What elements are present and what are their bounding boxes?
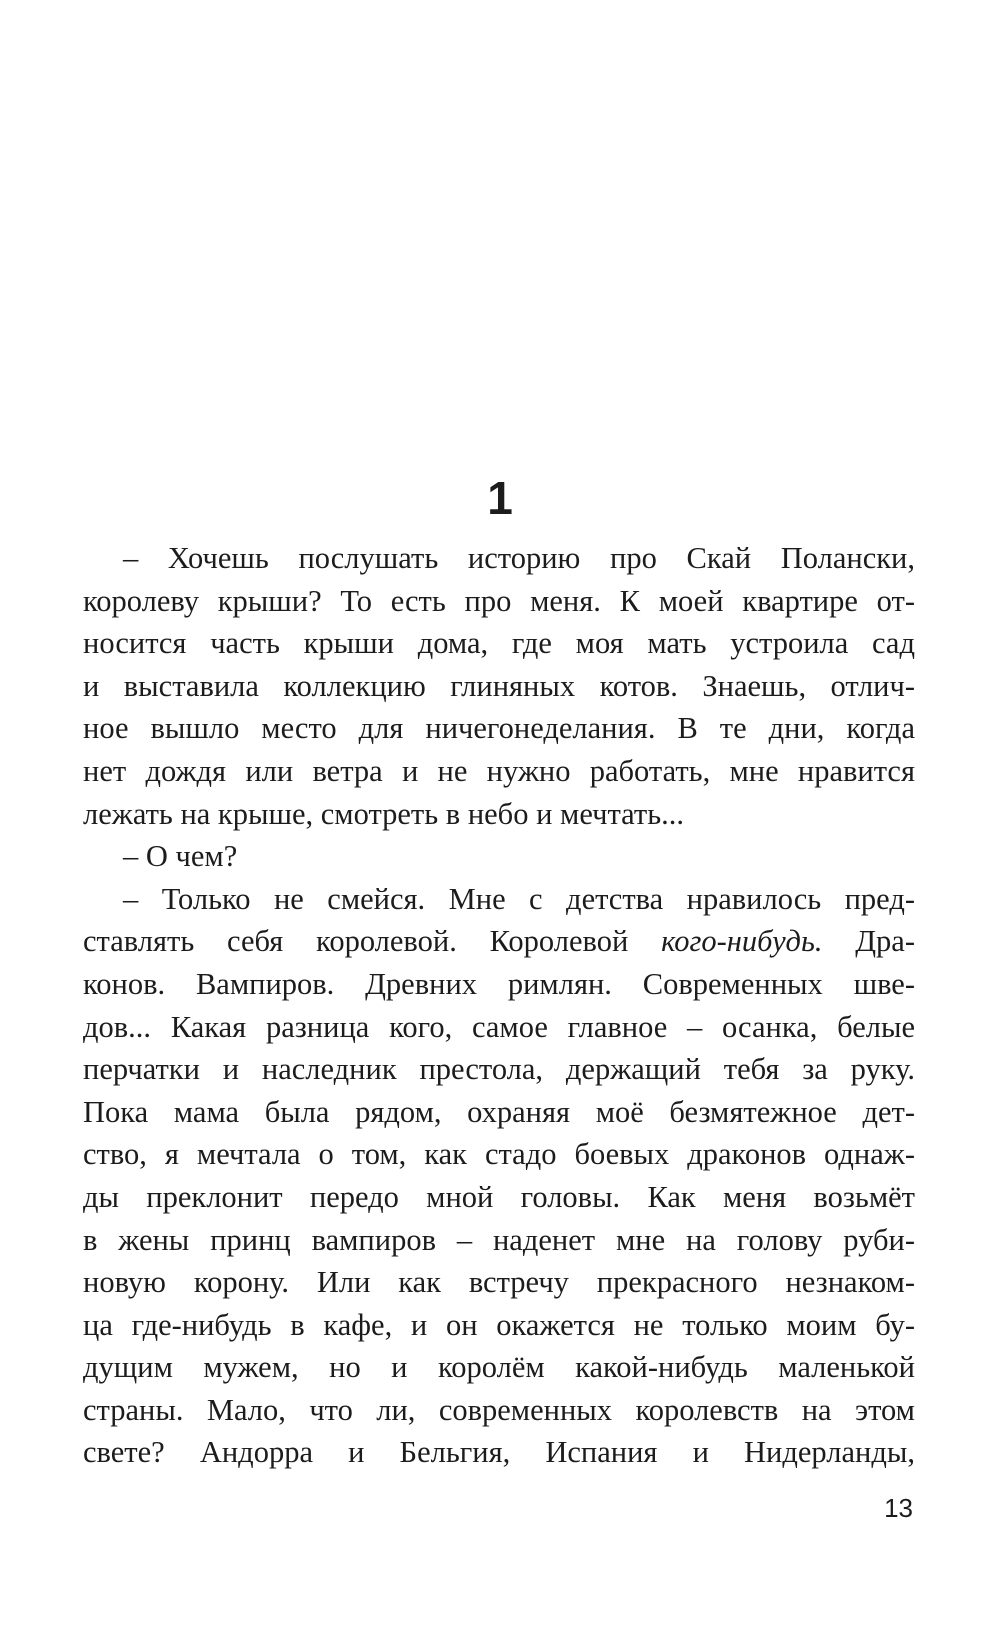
line-text-regular: ставлять себя королевой. Королевой [83, 924, 662, 959]
text-line: перчатки и наследник престола, держащий тебя за руку. [83, 1052, 915, 1087]
text-line: и выставила коллекцию глиняных котов. Знаешь, отлич- [83, 668, 915, 703]
body-text [83, 537, 915, 1474]
text-line [83, 920, 915, 963]
text-line: королеву крыши? То есть про меня. К моей квартире от- [83, 583, 915, 618]
text-line: ство, я мечтала о том, как стадо боевых драконов однаж- [83, 1137, 915, 1172]
text-line: носится часть крыши дома, где моя мать устроила сад [83, 626, 915, 661]
text-line: ное вышло место для ничегонеделания. В те дни, когда [83, 711, 915, 746]
text-line: Пока мама была рядом, охраняя моё безмятежное дет- [83, 1094, 915, 1129]
text-line: нет дождя или ветра и не нужно работать, мне нравится [83, 753, 915, 788]
text-line: в жены принц вампиров – наденет мне на голову руби- [83, 1222, 915, 1257]
text-line: ца где-нибудь в кафе, и он окажется не только моим бу- [83, 1307, 915, 1342]
line-text-italic: кого-нибудь. [661, 924, 823, 959]
text-line: – Только не смейся. Мне с детства нравилось пред- [123, 881, 915, 916]
text-line: свете? Андорра и Бельгия, Испания и Нидерланды, [83, 1435, 915, 1470]
text-line: ды преклонит передо мной головы. Как меня возьмёт [83, 1179, 915, 1214]
text-line: дов... Какая разница кого, самое главное – осанка, белые [83, 1009, 915, 1044]
chapter-number: 1 [487, 472, 513, 524]
line-text-regular: Дра- [822, 924, 915, 959]
text-line: дущим мужем, но и королём какой-нибудь маленькой [83, 1350, 915, 1385]
text-line: новую корону. Или как встречу прекрасного незнаком- [83, 1265, 915, 1300]
page-number: 13 [884, 1493, 913, 1523]
text-line: – О чем? [123, 839, 238, 874]
text-line: страны. Мало, что ли, современных королевств на этом [83, 1392, 915, 1427]
text-line: – Хочешь послушать историю про Скай Полански, [123, 541, 915, 575]
text-line: конов. Вампиров. Древних римлян. Современных шве- [83, 966, 915, 1001]
text-line: лежать на крыше, смотреть в небо и мечтать... [83, 796, 685, 831]
